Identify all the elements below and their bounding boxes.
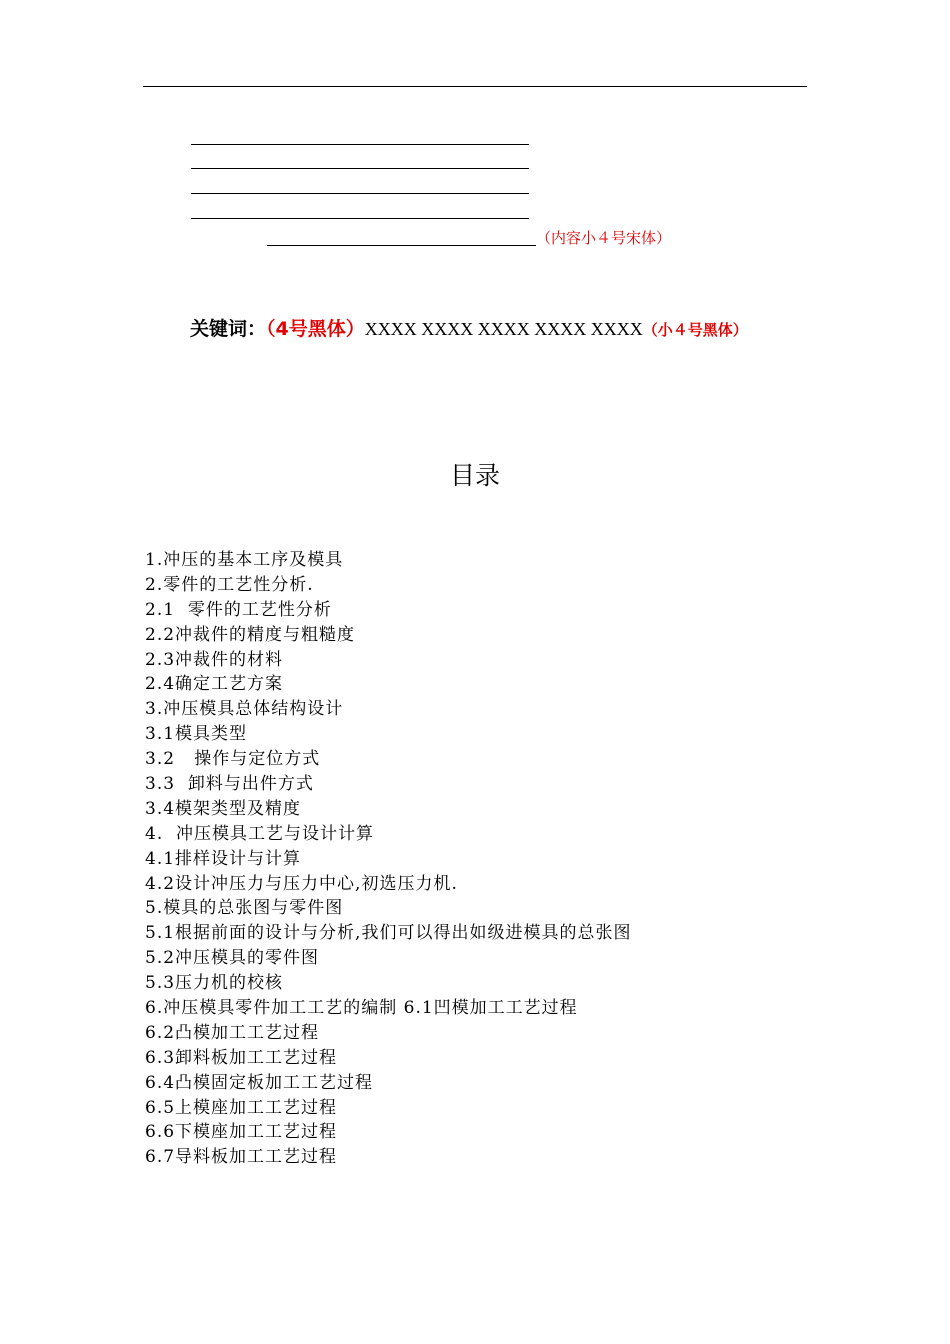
keywords-label: 关键词：	[190, 318, 267, 340]
toc-item: 6.7导料板加工工艺过程	[145, 1147, 338, 1168]
toc-title: 目录	[449, 461, 500, 490]
blank-line-4	[191, 218, 529, 219]
blank-line-3	[191, 193, 529, 194]
toc-item: 4. 冲压模具工艺与设计计算	[145, 823, 375, 844]
toc-item: 6.4凸模固定板加工工艺过程	[145, 1072, 374, 1093]
toc-item: 2.零件的工艺性分析.	[145, 574, 314, 595]
toc-item: 6.5上模座加工工艺过程	[145, 1097, 338, 1118]
blank-line-5	[267, 245, 536, 246]
toc-item: 4.2设计冲压力与压力中心,初选压力机.	[145, 873, 458, 894]
toc-item: 5.1根据前面的设计与分析,我们可以得出如级进模具的总张图	[145, 923, 632, 944]
toc-item: 6.冲压模具零件加工工艺的编制 6.1凹模加工工艺过程	[145, 998, 578, 1019]
keywords-small-font-note: （小４号黑体）	[642, 321, 748, 339]
toc-item: 4.1排样设计与计算	[145, 848, 302, 869]
toc-item: 2.1 零件的工艺性分析	[145, 599, 332, 620]
toc-item: 5.2冲压模具的零件图	[145, 948, 320, 969]
toc-item: 3.3 卸料与出件方式	[145, 774, 314, 795]
toc-item: 2.2冲裁件的精度与粗糙度	[145, 624, 356, 645]
toc-item: 6.2凸模加工工艺过程	[145, 1022, 320, 1043]
toc-item: 3.冲压模具总体结构设计	[145, 699, 344, 720]
toc-item: 3.1模具类型	[145, 724, 248, 745]
toc-item: 2.3冲裁件的材料	[145, 649, 284, 670]
toc-list	[145, 548, 631, 1170]
header-rule	[143, 86, 807, 87]
toc-item: 6.6下模座加工工艺过程	[145, 1122, 338, 1143]
toc-item: 6.3卸料板加工工艺过程	[145, 1047, 338, 1068]
toc-item: 5.模具的总张图与零件图	[145, 898, 344, 919]
blank-line-1	[191, 144, 529, 145]
toc-item: 1.冲压的基本工序及模具	[145, 550, 344, 570]
keywords-font-note: （4号黑体）	[266, 318, 365, 340]
content-font-note: （内容小４号宋体）	[536, 229, 672, 247]
toc-item: 3.4模架类型及精度	[145, 798, 302, 819]
keywords-paragraph	[143, 312, 807, 347]
blank-line-2	[191, 168, 529, 169]
keywords-values: XXXX XXXX XXXX XXXX XXXX	[364, 319, 643, 339]
toc-item: 5.3压力机的校核	[145, 973, 284, 994]
toc-item: 3.2 操作与定位方式	[145, 749, 321, 770]
toc-item: 2.4确定工艺方案	[145, 674, 284, 695]
